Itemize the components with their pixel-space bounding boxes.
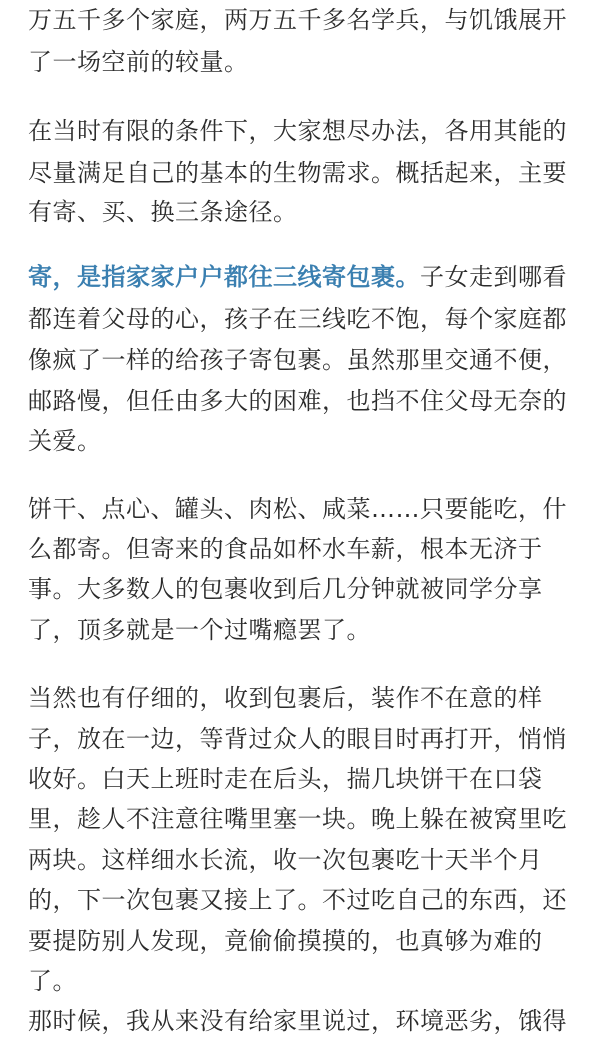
text-line	[28, 262, 567, 292]
text-line-rest: 子女走到哪看	[420, 263, 567, 291]
text-line: 么都寄。但寄来的食品如杯水车薪，根本无济于	[28, 535, 543, 563]
text-line: 事。大多数人的包裹收到后几分钟就被同学分享	[28, 575, 543, 603]
text-line: 了一场空前的较量。	[28, 48, 249, 76]
text-line: 了。	[28, 967, 77, 995]
text-line: 子，放在一边，等背过众人的眼目时再打开，悄悄	[28, 725, 567, 753]
text-line: 那时候，我从来没有给家里说过，环境恶劣，饿得	[28, 1007, 567, 1035]
text-line: 万五千多个家庭，两万五千多名学兵，与饥饿展开	[28, 6, 567, 34]
text-line: 的，下一次包裹又接上了。不过吃自己的东西，还	[28, 886, 567, 914]
text-line: 了，顶多就是一个过嘴瘾罢了。	[28, 616, 371, 644]
text-line: 饼干、点心、罐头、肉松、咸菜……只要能吃，什	[28, 495, 567, 523]
text-line: 两块。这样细水长流，收一次包裹吃十天半个月	[28, 846, 543, 874]
text-line: 里，趁人不注意往嘴里塞一块。晚上躲在被窝里吃	[28, 805, 567, 833]
text-line: 当然也有仔细的，收到包裹后，装作不在意的样	[28, 684, 543, 712]
highlighted-lead: 寄，是指家家户户都往三线寄包裹。	[28, 263, 420, 291]
text-line: 都连着父母的心，孩子在三线吃不饱，每个家庭都	[28, 305, 567, 333]
text-line: 要提防别人发现，竟偷偷摸摸的，也真够为难的	[28, 927, 543, 955]
text-line: 收好。白天上班时走在后头，揣几块饼干在口袋	[28, 765, 543, 793]
text-line: 尽量满足自己的基本的生物需求。概括起来，主要	[28, 159, 567, 187]
text-line: 邮路慢，但任由多大的困难，也挡不住父母无奈的	[28, 387, 567, 415]
text-line: 在当时有限的条件下，大家想尽办法，各用其能的	[28, 117, 567, 145]
text-line: 有寄、买、换三条途径。	[28, 198, 298, 226]
text-line: 像疯了一样的给孩子寄包裹。虽然那里交通不便，	[28, 346, 567, 374]
text-line: 关爱。	[28, 427, 102, 455]
